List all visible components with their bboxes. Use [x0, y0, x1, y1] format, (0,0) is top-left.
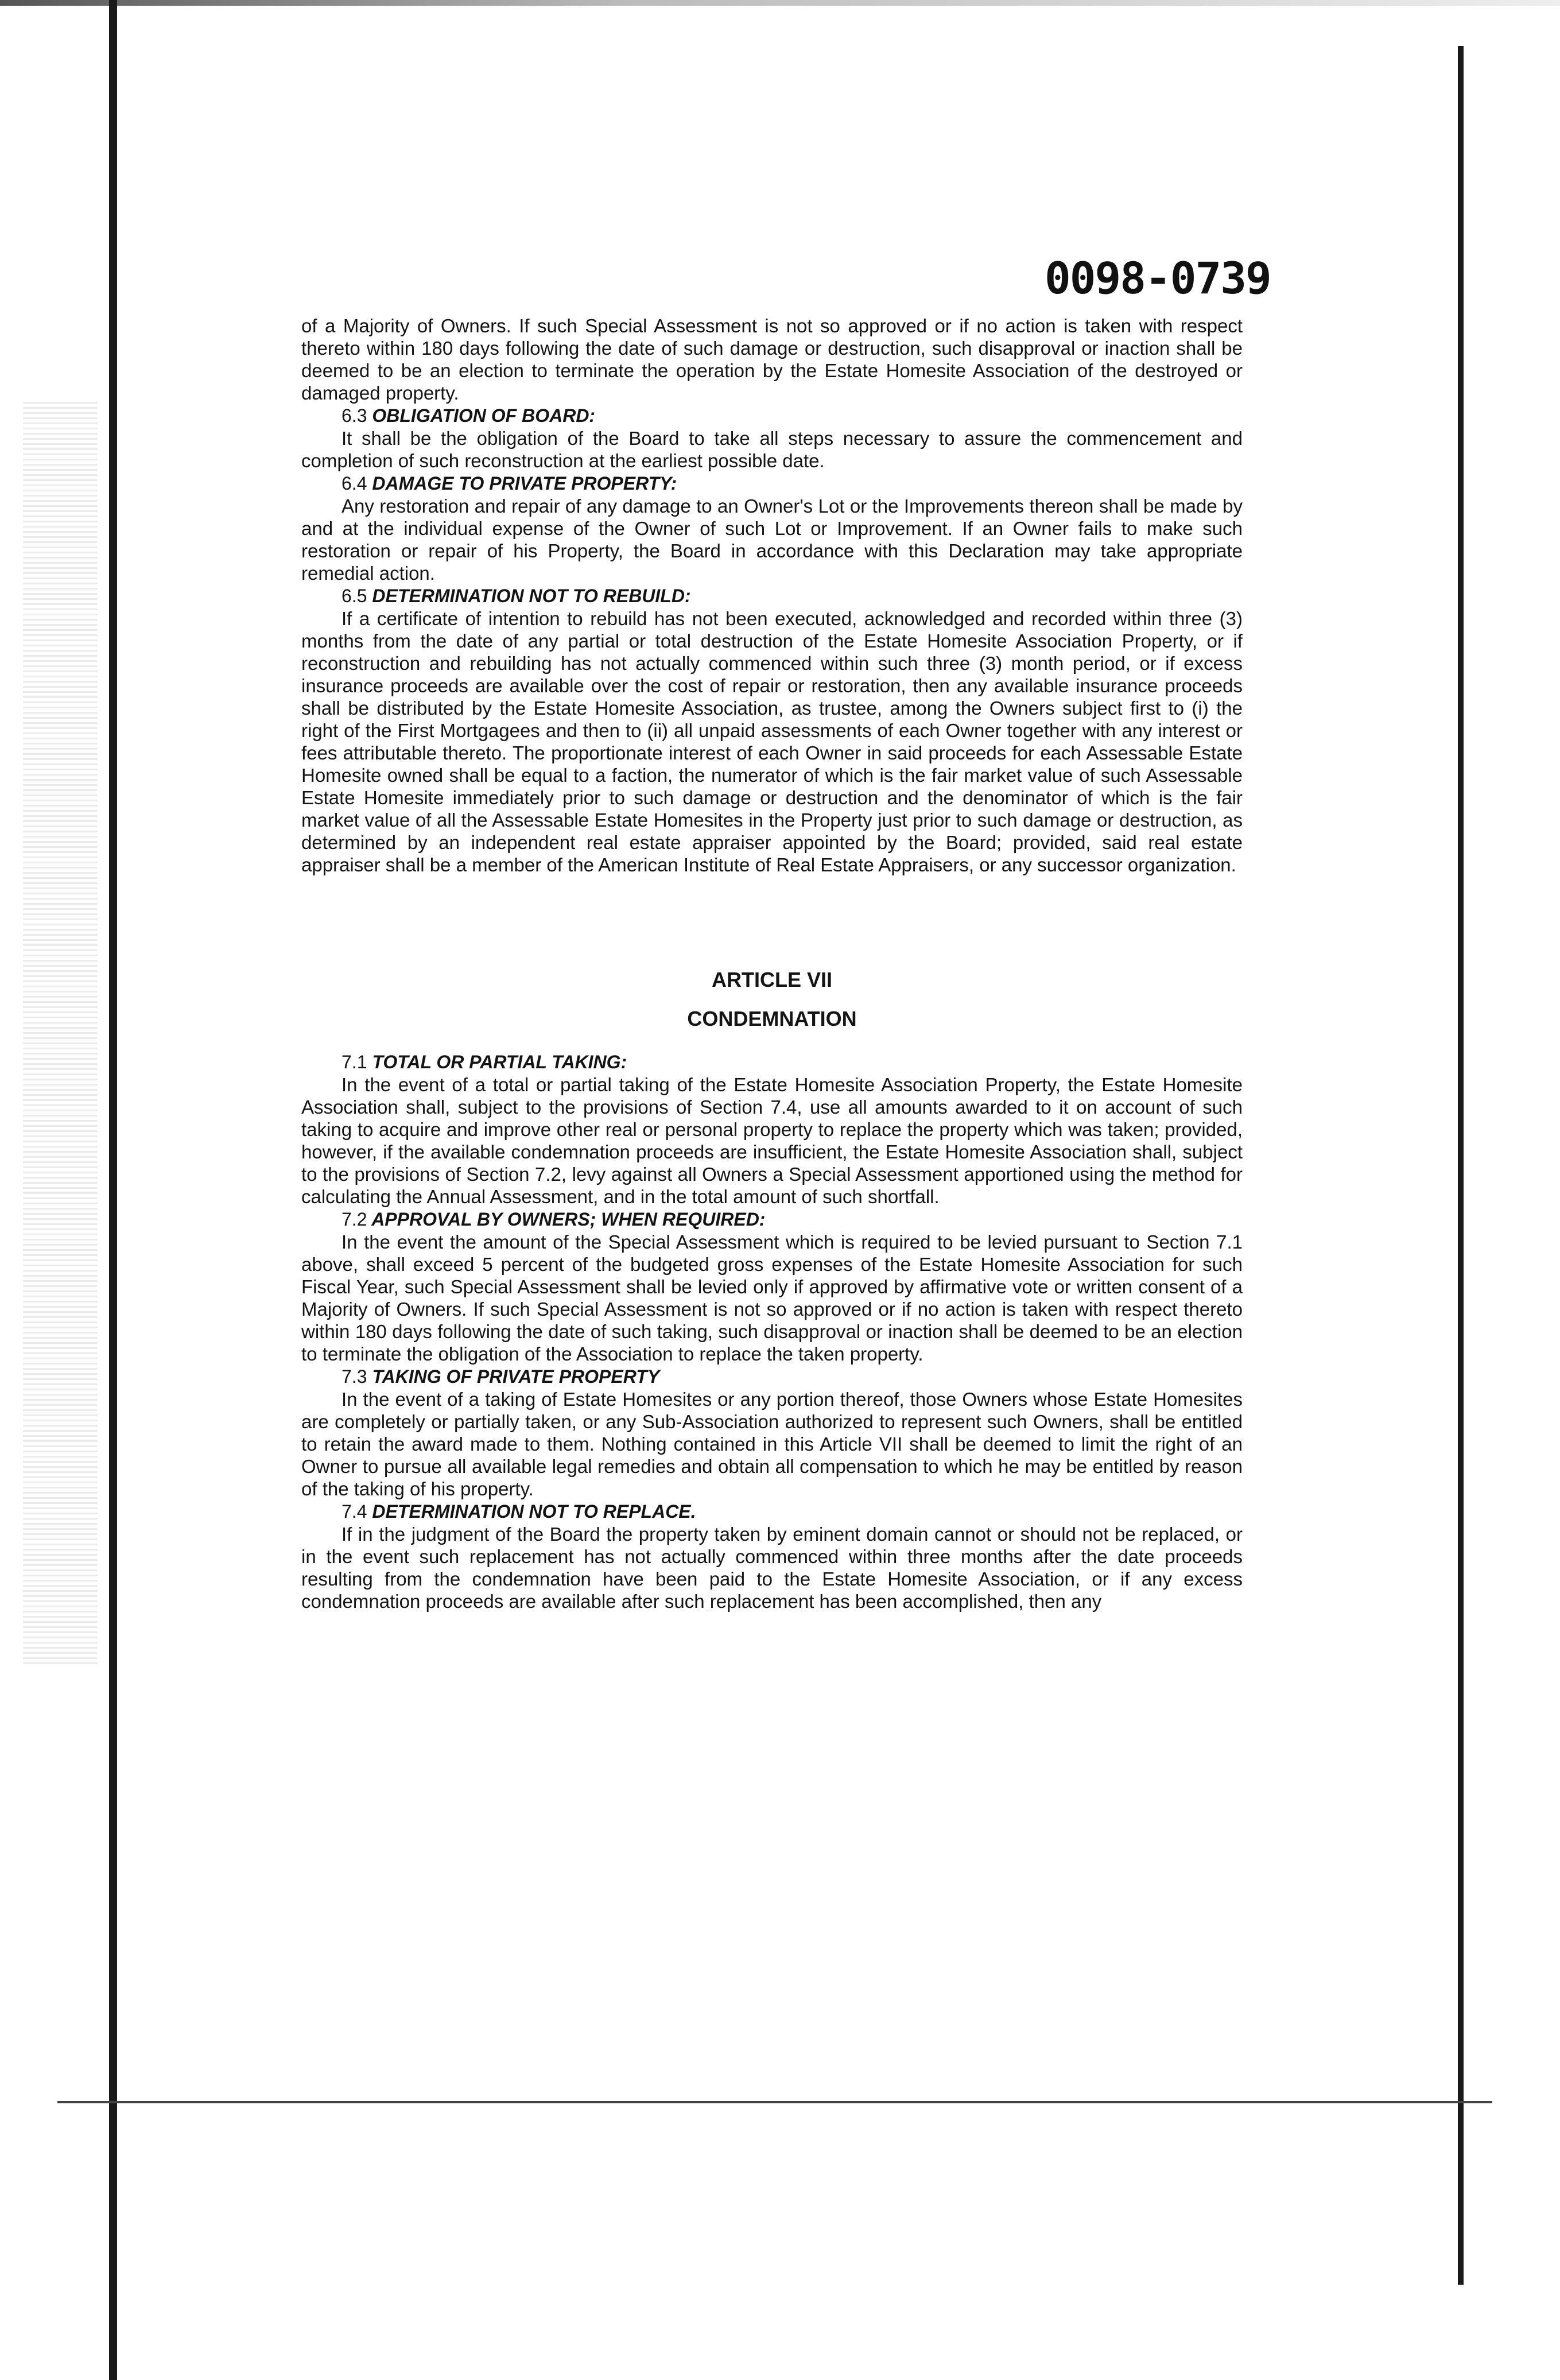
section-heading-7-4	[301, 1500, 1243, 1523]
scan-right-border	[1458, 46, 1464, 2285]
section-text-6-5: If a certificate of intention to rebuild has not been executed, acknowledged and recorded within three (3) months from the date of any partial or total destruction of the Estate Homesite Association Property, or if reconstruction and rebuilding has not actually commenced within such three (3) month period, or if excess insurance proceeds are available over the cost of repair or restoration, then any available insurance proceeds shall be distributed by the Estate Homesite Association, as trustee, among the Owners subject first to (i) the right of the First Mortgagees and then to (ii) all unpaid assessments of each Owner together with any interest or fees attributable thereto. The proportionate interest of each Owner in said proceeds for each Assessable Estate Homesite owned shall be equal to a faction, the numerator of which is the fair market value of such Assessable Estate Homesite immediately prior to such damage or destruction and the denominator of which is the fair market value of all the Assessable Estate Homesites in the Property just prior to such damage or destruction, as determined by an independent real estate appraiser appointed by the Board; provided, said real estate appraiser shall be a member of the American Institute of Real Estate Appraisers, or any successor organization.	[301, 608, 1243, 875]
section-number: 6.4	[342, 473, 367, 494]
scan-bottom-line	[57, 2101, 1492, 2103]
section-heading-6-5	[301, 584, 1243, 607]
section-title: OBLIGATION OF BOARD:	[372, 405, 596, 426]
article-vii-section	[301, 1051, 1243, 1612]
section-number: 6.3	[342, 405, 367, 426]
section-title: DAMAGE TO PRIVATE PROPERTY:	[372, 473, 677, 494]
article-title: CONDEMNATION	[687, 1007, 857, 1030]
document-number: 0098-0739	[1045, 253, 1271, 304]
section-text-7-1: In the event of a total or partial taking of the Estate Homesite Association Property, the Estate Homesite Association shall, subject to the provisions of Section 7.4, use all amounts awarded to it on account of such taking to acquire and improve other real or personal property to replace the property which was taken; provided, however, if the available condemnation proceeds are insufficient, the Estate Homesite Association shall, subject to the provisions of Section 7.2, levy against all Owners a Special Assessment apportioned using the method for calculating the Annual Assessment, and in the total amount of such shortfall.	[301, 1074, 1243, 1207]
section-number: 7.1	[342, 1052, 367, 1072]
section-number: 7.4	[342, 1501, 367, 1522]
section-heading-7-1	[301, 1051, 1243, 1073]
article-label: ARTICLE VII	[711, 968, 832, 991]
section-text-6-4: Any restoration and repair of any damage to an Owner's Lot or the Improvements thereon shall be made by and at the individual expense of the Owner of such Lot or Improvement. If an Owner fails to make such restoration or repair of his Property, the Board in accordance with this Declaration may take appropriate remedial action.	[301, 495, 1243, 584]
section-text-6-3: It shall be the obligation of the Board to take all steps necessary to assure the commencement and completion of such reconstruction at the earliest possible date.	[301, 428, 1243, 471]
scan-noise	[23, 402, 98, 1665]
scan-left-border	[109, 0, 117, 2380]
section-heading-7-3	[301, 1365, 1243, 1388]
section-heading-6-3	[301, 404, 1243, 427]
section-text-7-4: If in the judgment of the Board the property taken by eminent domain cannot or should not be replaced, or in the event such replacement has not actually commenced within three months after the date proceeds resulting from the condemnation have been paid to the Estate Homesite Association, or if any excess condemnation proceeds are available after such replacement has been accomplished, then any	[301, 1524, 1243, 1612]
section-heading-6-4	[301, 472, 1243, 495]
scan-top-edge	[0, 0, 1560, 6]
section-title: TOTAL OR PARTIAL TAKING:	[372, 1052, 627, 1072]
section-title: APPROVAL BY OWNERS; WHEN REQUIRED:	[371, 1209, 766, 1230]
section-title: DETERMINATION NOT TO REBUILD:	[372, 586, 691, 606]
section-text-7-2: In the event the amount of the Special Assessment which is required to be levied pursuant to Section 7.1 above, shall exceed 5 percent of the budgeted gross expenses of the Estate Homesite Association for such Fiscal Year, such Special Assessment shall be levied only if approved by affirmative vote or written consent of a Majority of Owners. If such Special Assessment is not so approved or if no action is taken with respect thereto within 180 days following the date of such taking, such disapproval or inaction shall be deemed to be an election to terminate the obligation of the Association to replace the taken property.	[301, 1231, 1243, 1365]
lead-paragraph: of a Majority of Owners. If such Special Assessment is not so approved or if no action is taken with respect thereto within 180 days following the date of such damage or destruction, such disapproval or inaction shall be deemed to be an election to terminate the operation by the Estate Homesite Association of the destroyed or damaged property.	[301, 315, 1243, 404]
article-vi-section	[301, 315, 1243, 876]
section-heading-7-2	[301, 1208, 1243, 1231]
section-number: 7.3	[342, 1366, 367, 1387]
section-title: TAKING OF PRIVATE PROPERTY	[372, 1366, 660, 1387]
section-text-7-3: In the event of a taking of Estate Homesites or any portion thereof, those Owners whose Estate Homesites are completely or partially taken, or any Sub-Association authorized to represent such Owners, shall be entitled to retain the award made to them. Nothing contained in this Article VII shall be deemed to limit the right of an Owner to pursue all available legal remedies and obtain all compensation to which he may be entitled by reason of the taking of his property.	[301, 1389, 1243, 1499]
section-title: DETERMINATION NOT TO REPLACE.	[372, 1501, 696, 1522]
section-number: 7.2	[342, 1209, 367, 1230]
section-number: 6.5	[342, 586, 367, 606]
